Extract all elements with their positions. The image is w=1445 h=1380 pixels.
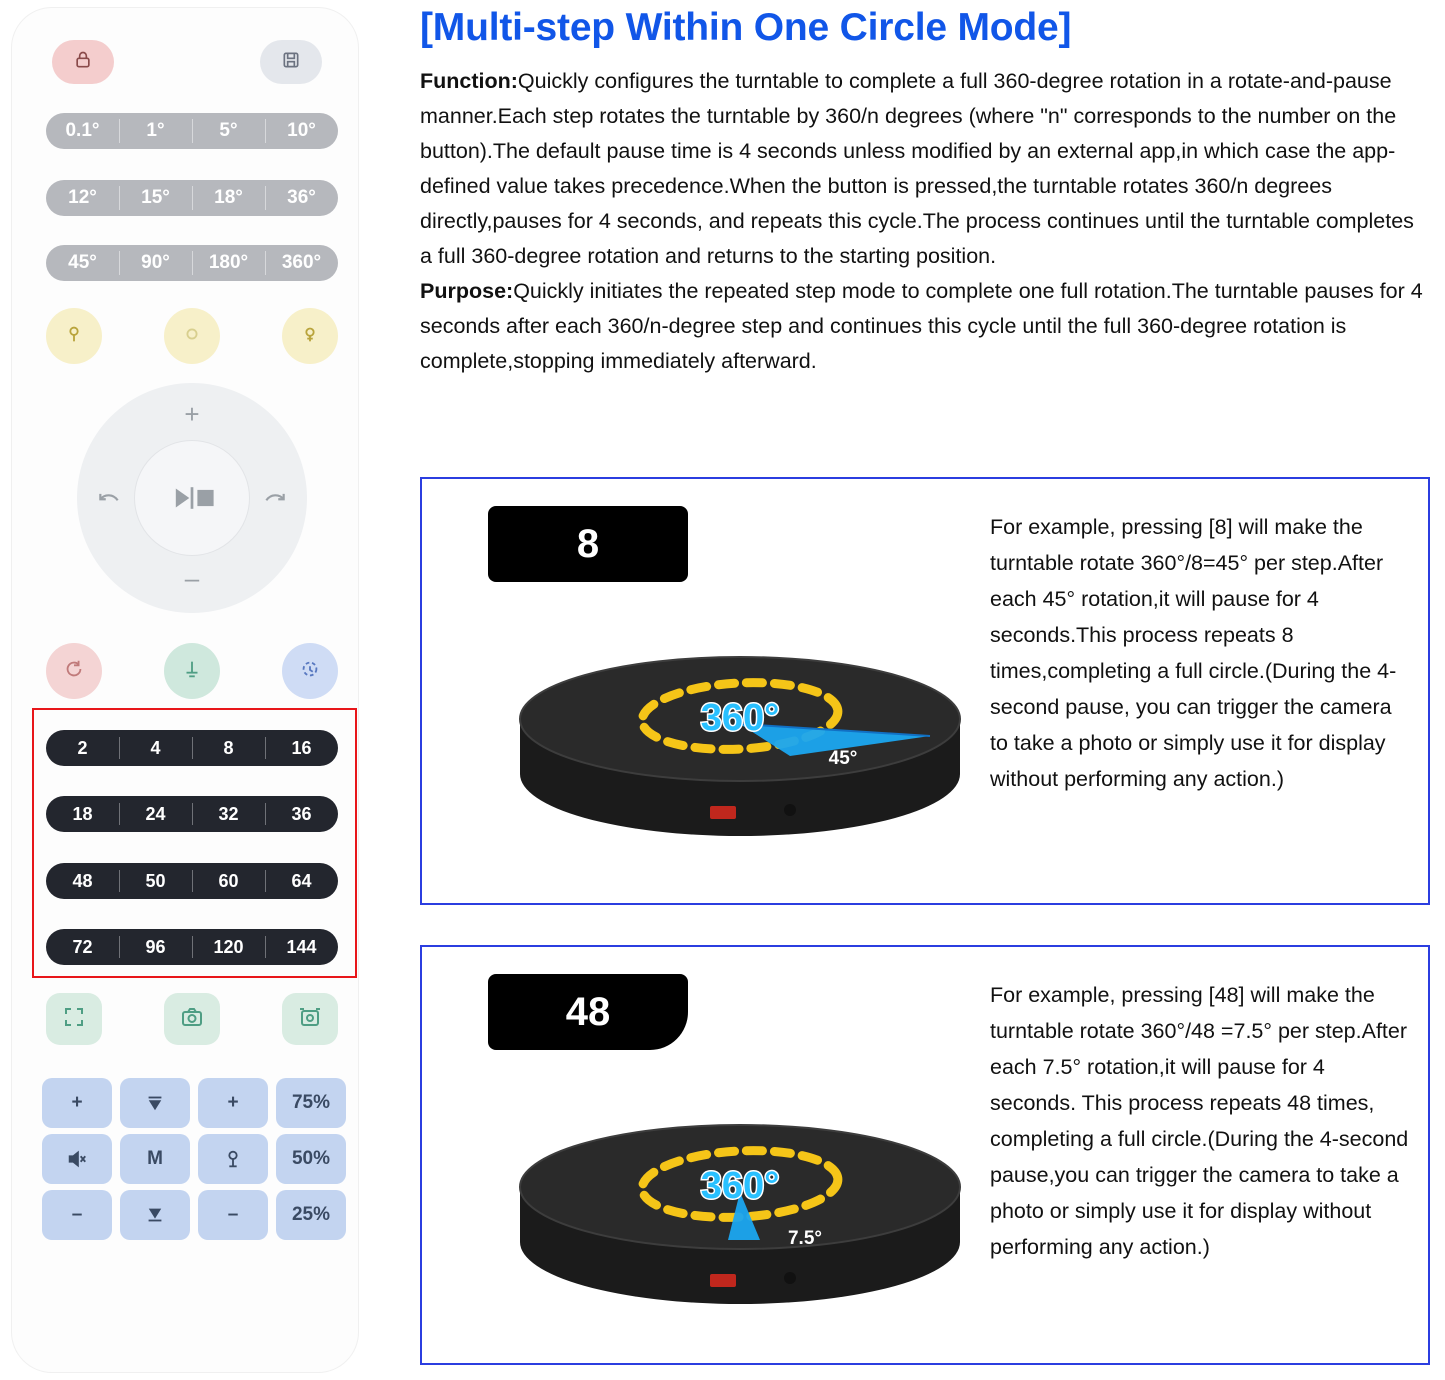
center-icon bbox=[181, 658, 203, 685]
loop-icon bbox=[299, 658, 321, 685]
svg-text:360°: 360° bbox=[700, 1165, 780, 1207]
speed-down-button[interactable]: – bbox=[42, 1190, 112, 1240]
reset-button[interactable] bbox=[46, 643, 102, 699]
brightness-down-button[interactable]: – bbox=[198, 1190, 268, 1240]
page-title: [Multi-step Within One Circle Mode] bbox=[420, 6, 1072, 49]
number-button[interactable]: 36 bbox=[265, 796, 338, 832]
light-full-button[interactable] bbox=[164, 308, 220, 364]
example-text-2: For example, pressing [48] will make the turntable rotate 360°/48 =7.5° per step.After each 7.5° rotation,it will pause for 4 seconds. This process repeats 48 times, completing a full circle.(During the 4-second pause,you can trigger the camera to take a photo or simply use it for display without performing any action.) bbox=[990, 983, 1409, 1259]
number-button[interactable]: 120 bbox=[192, 929, 265, 965]
turntable-illustration-2 bbox=[460, 1092, 1020, 1322]
degree-button[interactable]: 18° bbox=[192, 180, 265, 216]
dpad-down-button[interactable]: – bbox=[184, 562, 200, 593]
save-icon bbox=[281, 50, 301, 75]
dpad-ccw-button[interactable] bbox=[89, 479, 129, 513]
remote-control-image bbox=[0, 0, 370, 1380]
number-button[interactable]: 60 bbox=[192, 863, 265, 899]
degree-button[interactable]: 10° bbox=[265, 113, 338, 149]
number-button[interactable]: 24 bbox=[119, 796, 192, 832]
degree-row-1[interactable] bbox=[46, 113, 338, 149]
number-button[interactable]: 144 bbox=[265, 929, 338, 965]
speed-up-button[interactable]: + bbox=[42, 1078, 112, 1128]
dpad-up-button[interactable]: + bbox=[184, 398, 200, 429]
number-button[interactable]: 16 bbox=[265, 730, 338, 766]
focus-camera-button[interactable] bbox=[282, 993, 338, 1045]
degree-button[interactable]: 360° bbox=[265, 245, 338, 281]
reset-icon bbox=[63, 658, 85, 685]
svg-text:45°: 45° bbox=[828, 748, 858, 769]
number-button[interactable]: 72 bbox=[72, 936, 93, 957]
camera-icon bbox=[180, 1005, 204, 1034]
purpose-text: Quickly initiates the repeated step mode to complete one full rotation.The turntable pauses for 4 seconds after each 360/n-degree step and continues this cycle until the full 360-degree rotation is complete,stopping immediately afterward. bbox=[420, 279, 1423, 373]
focus-camera-icon bbox=[298, 1005, 322, 1034]
number-button[interactable]: 48 bbox=[72, 870, 93, 891]
light-up-button[interactable] bbox=[282, 308, 338, 364]
degree-button[interactable]: 45° bbox=[68, 252, 97, 273]
power-75-button[interactable]: 75% bbox=[276, 1078, 346, 1128]
document-content bbox=[405, 0, 1445, 1380]
purpose-paragraph bbox=[420, 274, 1430, 379]
function-label: Function: bbox=[420, 69, 518, 93]
light-button-row bbox=[46, 308, 338, 364]
number-button[interactable]: 8 bbox=[192, 730, 265, 766]
svg-text:360°: 360° bbox=[700, 697, 780, 739]
example-box-2 bbox=[420, 945, 1430, 1365]
number-button[interactable]: 64 bbox=[265, 863, 338, 899]
frame-icon bbox=[62, 1005, 86, 1034]
save-button[interactable] bbox=[260, 40, 322, 84]
degree-button[interactable]: 15° bbox=[119, 180, 192, 216]
mode-button[interactable]: M bbox=[120, 1134, 190, 1184]
example-text-1: For example, pressing [8] will make the turntable rotate 360°/8=45° per step.After each 45° rotation,it will pause for 4 seconds.This process repeats 8 times,completing a full circle.(During the 4-second pause, you can trigger the camera to take a photo or simply use it for display without performing any action.) bbox=[990, 515, 1397, 791]
degree-button[interactable]: 5° bbox=[192, 113, 265, 149]
light-full-icon bbox=[181, 323, 203, 350]
light-up-icon bbox=[299, 323, 321, 350]
number-button[interactable]: 32 bbox=[192, 796, 265, 832]
purpose-label: Purpose: bbox=[420, 279, 514, 303]
degree-button[interactable]: 90° bbox=[119, 245, 192, 281]
number-row-1[interactable] bbox=[46, 730, 338, 766]
light-down-button[interactable] bbox=[46, 308, 102, 364]
number-button[interactable]: 18 bbox=[72, 803, 93, 824]
degree-button[interactable]: 1° bbox=[119, 113, 192, 149]
bottom-button-grid bbox=[42, 1078, 342, 1240]
lamp-icon[interactable] bbox=[198, 1134, 268, 1184]
power-50-button[interactable]: 50% bbox=[276, 1134, 346, 1184]
loop-button[interactable] bbox=[282, 643, 338, 699]
turntable-illustration-1 bbox=[460, 624, 1020, 854]
frame-button[interactable] bbox=[46, 993, 102, 1045]
example-badge: 8 bbox=[488, 506, 688, 582]
degree-row-3[interactable] bbox=[46, 245, 338, 281]
number-button[interactable]: 4 bbox=[119, 730, 192, 766]
mode-button-row bbox=[46, 643, 338, 699]
remote-body bbox=[12, 8, 358, 1372]
camera-button[interactable] bbox=[164, 993, 220, 1045]
degree-button[interactable]: 180° bbox=[192, 245, 265, 281]
lock-icon bbox=[73, 50, 93, 75]
dpad-play-stop-button[interactable] bbox=[134, 440, 250, 556]
function-paragraph bbox=[420, 64, 1430, 274]
number-button[interactable]: 96 bbox=[119, 929, 192, 965]
dpad[interactable] bbox=[77, 383, 307, 613]
svg-text:7.5°: 7.5° bbox=[787, 1228, 823, 1249]
power-25-button[interactable]: 25% bbox=[276, 1190, 346, 1240]
degree-button[interactable]: 36° bbox=[265, 180, 338, 216]
light-down-icon bbox=[63, 323, 85, 350]
degree-button[interactable]: 0.1° bbox=[65, 120, 100, 141]
camera-button-row bbox=[46, 993, 338, 1045]
rewind-icon[interactable] bbox=[120, 1190, 190, 1240]
dpad-cw-button[interactable] bbox=[255, 479, 295, 513]
number-row-3[interactable] bbox=[46, 863, 338, 899]
number-row-2[interactable] bbox=[46, 796, 338, 832]
degree-button[interactable]: 12° bbox=[68, 187, 97, 208]
example-badge: 48 bbox=[488, 974, 688, 1050]
brightness-up-button[interactable]: + bbox=[198, 1078, 268, 1128]
function-text: Quickly configures the turntable to complete a full 360-degree rotation in a rotate-and-pause manner.Each step rotates the turntable by 360/n degrees (where "n" corresponds to the number on the button).The default pause time is 4 seconds unless modified by an external app,in which case the app-defined value takes precedence.When the button is pressed,the turntable rotates 360/n degrees directly,pauses for 4 seconds, and repeats this cycle.The process continues until the turntable completes a full 360-degree rotation and returns to the starting position. bbox=[420, 69, 1414, 268]
degree-row-2[interactable] bbox=[46, 180, 338, 216]
number-row-4[interactable] bbox=[46, 929, 338, 965]
number-button[interactable]: 50 bbox=[119, 863, 192, 899]
mute-icon[interactable] bbox=[42, 1134, 112, 1184]
number-button[interactable]: 2 bbox=[77, 737, 88, 758]
example-box-1 bbox=[420, 477, 1430, 905]
fast-forward-icon[interactable] bbox=[120, 1078, 190, 1128]
center-button[interactable] bbox=[164, 643, 220, 699]
lock-button[interactable] bbox=[52, 40, 114, 84]
